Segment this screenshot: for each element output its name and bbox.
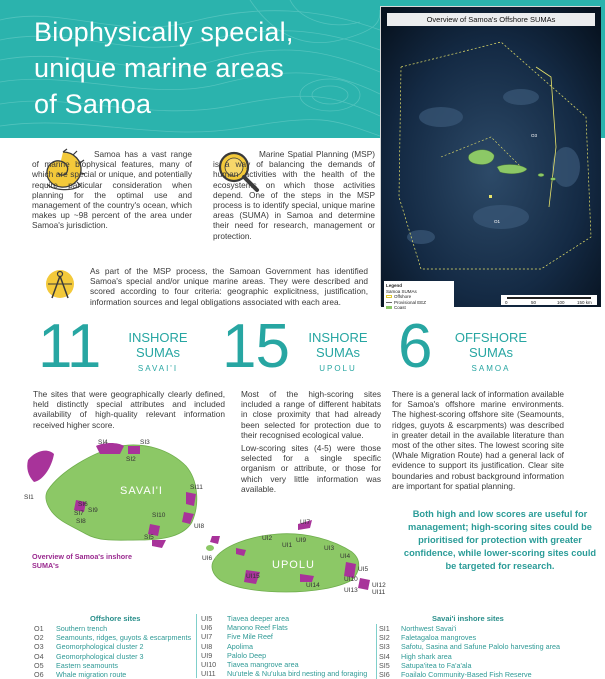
upolu-type-line2: SUMAs [315,345,361,360]
list-item: UI7 Five Mile Reef [201,632,273,642]
title-line: of Samoa [34,89,152,119]
scale-label: 100 [557,300,565,305]
site-label: UI8 [194,523,205,530]
offshore-type-line1: OFFSHORE [454,330,528,345]
list-item: O5 Eastern seamounts [34,660,118,670]
savaii-type-line1: INSHORE [128,330,188,345]
site-label: UI7 [300,519,311,526]
upolu-type-line1: INSHORE [308,330,368,345]
offshore-type [446,330,536,360]
svg-text:O3: O3 [531,133,538,138]
inshore-map-caption: Overview of Samoa's inshore SUMA's [32,552,132,570]
legend-item: Provisional EEZ [386,300,452,306]
list-item: O3 Geomorphological cluster 2 [34,642,144,652]
site-label: SI8 [76,518,86,525]
samoa-paragraph: Samoa has a vast range of marine biophysical features, many of which are special or unique, and potentially require particular consideration when planning for the optimal use and management of the country's ocean, which makes up ~98 percent of the area under Samoa's jurisdiction. [32,149,192,231]
site-label: SI5 [144,534,154,541]
upolu-note-1: Most of the high-scoring sites included a range of different habitats in close proximity that had already been selected for protection due to their recognised ecological value. [241,389,381,440]
site-label: UI15 [246,573,260,580]
legend-item: Samoa SUMAs [386,288,417,294]
title-line: unique marine areas [34,53,284,83]
savaii-name: SAVAI'I [120,485,163,497]
page-title [34,14,354,122]
title-line: Biophysically special, [34,17,294,47]
upolu-type [298,330,378,360]
offshore-region: SAMOA [471,364,511,373]
upolu-sites-list [196,614,367,678]
svg-text:O1: O1 [494,219,501,224]
upolu-region: UPOLU [319,364,357,373]
site-label: UI11 [372,589,386,596]
savaii-region: SAVAI'I [137,364,179,373]
msp-paragraph: Marine Spatial Planning (MSP) is a way of balancing the demands of human activities with the health of the ecosystems on which those activities depend. One of the steps in the MSP process is to identify special, unique marine areas (SUMA) in Samoa and determine their need for research, management or protection. [213,149,375,241]
site-label: SI3 [140,439,150,446]
compass-icon [42,268,78,302]
map-legend [384,281,454,313]
offshore-note: There is a general lack of information available for Samoa's offshore marine environments. The highest-scoring offshore site (Seamounts, ridges, guyots & escarpments) was described in greater detail in the available literature than most of the other sites. The lowest scoring site (Whale Migration Route) had a general lack of evidence to support its justification. Clear site boundaries and robust background information are important for spatial planning. [392,389,564,491]
savaii-count: 11 [38,312,101,381]
list-item: SI4 High shark area [379,651,452,661]
site-label: SI10 [152,512,166,519]
list-item: UI5 Tiavea deeper area [201,614,290,623]
site-label: SI9 [88,507,98,514]
savaii-sites-heading: Savai'i inshore sites [432,614,504,623]
site-label: UI14 [306,582,320,589]
offshore-map [380,6,600,310]
map-scale-bar [501,295,597,305]
map-title: Overview of Samoa's Offshore SUMAs [387,13,595,26]
offshore-count: 6 [398,312,432,381]
list-item: UI6 Manono Reef Flats [201,623,288,633]
scale-label: 50 [531,300,537,305]
list-item: O4 Geomorphological cluster 3 [34,651,144,661]
list-item: UI11 Nu'utele & Nu'ulua bird nesting and foraging [201,669,368,679]
site-label: UI5 [358,566,369,573]
list-item: UI9 Palolo Deep [201,650,267,660]
site-label: SI2 [126,456,136,463]
criteria-paragraph: As part of the MSP process, the Samoan Government has identified Samoa's special and/or unique marine areas. They were described and scored according to four criteria: geographic explicitness, justification, information sources and legal obligations associated with each area. [90,266,368,307]
savaii-note: The sites that were geographically clearly defined, held distinctly special attributes and included availability of high-quality relevant information received higher score. [33,389,225,430]
scale-label: 0 [505,300,508,305]
list-item: O6 Whale migration route [34,670,127,679]
site-label: SI11 [190,484,203,491]
savaii-type [118,330,198,360]
site-label: SI7 [74,510,84,517]
site-label: UI1 [282,542,293,549]
callout-text: Both high and low scores are useful for management; high-scoring sites could be prioritised for protection with greater confidence, while lower-scoring sites could be targeted for research. [403,509,597,571]
list-item: SI1 Northwest Savai'i [379,624,457,633]
upolu-name: UPOLU [272,559,315,571]
offshore-map-graphic [381,7,601,307]
list-item: SI2 Faletagaloa mangroves [379,633,477,643]
scale-label: 150 km [577,300,592,305]
site-label: UI4 [340,553,351,560]
site-label: SI4 [98,439,108,446]
site-label: UI10 [344,576,358,583]
site-label: UI3 [324,545,335,552]
offshore-sites-heading: Offshore sites [90,614,141,623]
list-item: SI5 Satupa'itea to Fa'a'ala [379,660,472,670]
upolu-count: 15 [222,312,289,381]
inshore-map [0,432,400,612]
site-label: UI13 [344,587,358,594]
savaii-type-line2: SUMAs [135,345,181,360]
site-label: SI6 [78,501,88,508]
site-label: UI12 [372,582,386,589]
list-item: UI10 Tiavea mangrove area [201,660,299,670]
upolu-note-2: Low-scoring sites (4-5) were those selected for a single specific organism or attribute, or those for which very little information was available. [241,443,381,494]
list-item: O1 Southern trench [34,624,108,633]
legend-item: Coast [386,305,452,311]
offshore-sites-list [34,624,191,679]
site-label: UI6 [202,555,213,562]
offshore-type-line2: SUMAs [468,345,514,360]
legend-item: Offshore [386,294,452,300]
site-label: SI1 [24,494,34,501]
legend-title: Legend [386,283,403,288]
site-label: UI2 [262,535,273,542]
savaii-sites-list [376,624,560,679]
list-item: SI6 Foailalo Community-Based Fish Reserve [379,670,532,679]
site-label: UI9 [296,537,307,544]
list-item: O2 Seamounts, ridges, guyots & escarpments [34,633,192,643]
list-item: UI8 Apolima [201,641,253,651]
list-item: SI3 Safotu, Sasina and Safune Palolo harvesting area [379,642,561,652]
